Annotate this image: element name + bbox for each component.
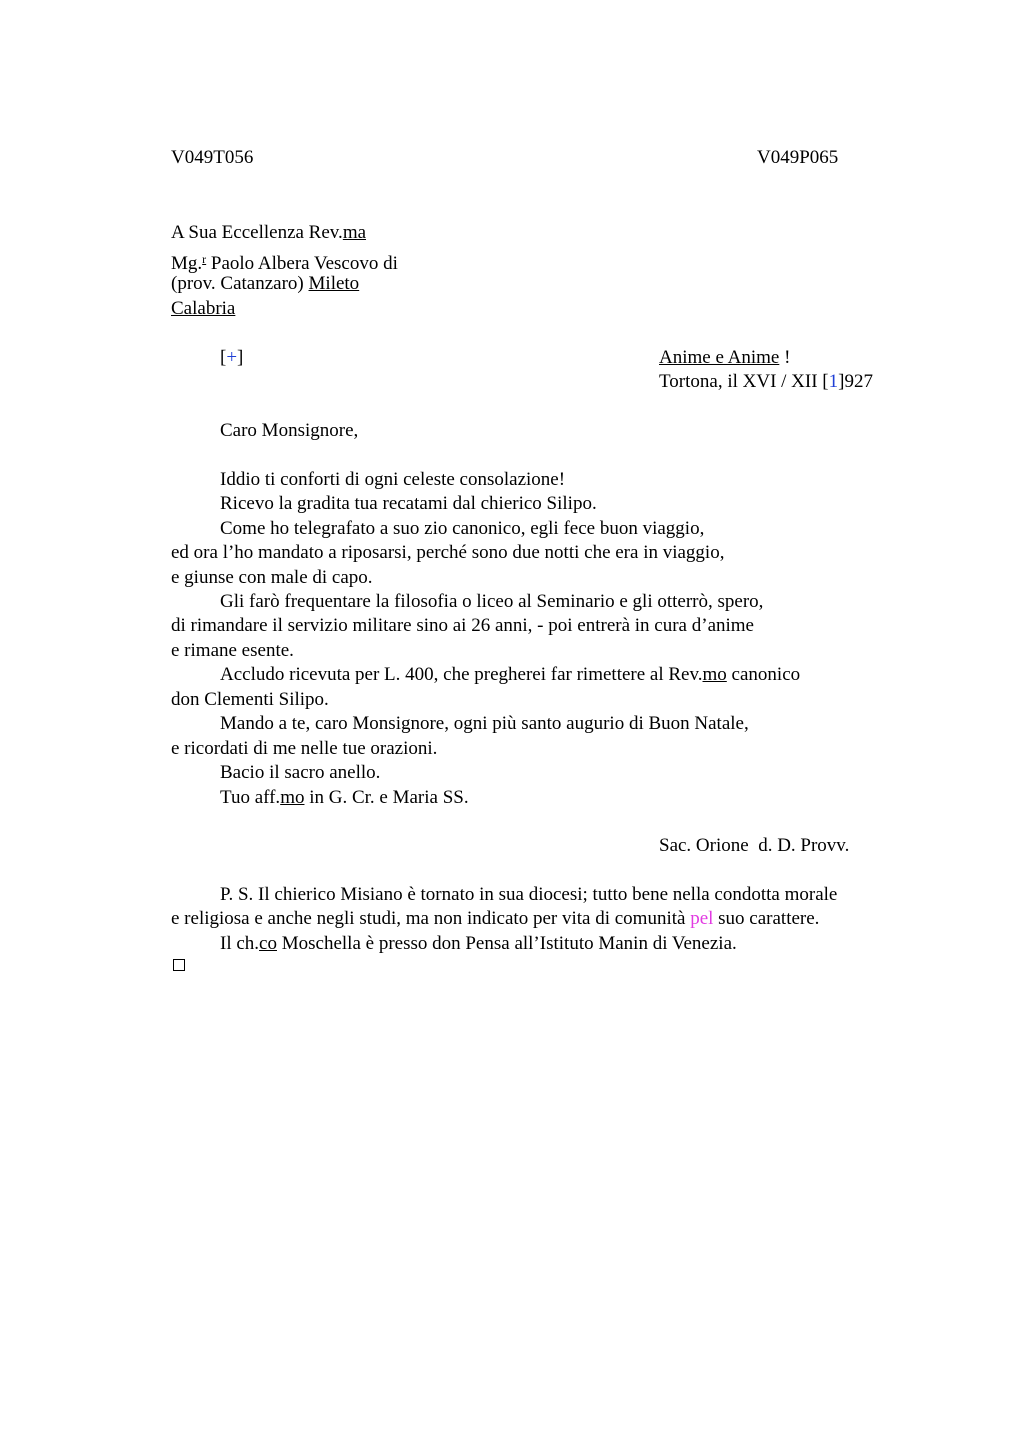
address-line-2-name: Paolo Albera Vescovo di — [206, 253, 398, 274]
address-line-1 — [171, 221, 366, 245]
address-line-3-text: (prov. Catanzaro) — [171, 273, 309, 294]
body-line: don Clementi Silipo. — [171, 689, 329, 710]
document-code-left: V049T056 — [171, 147, 254, 168]
address-line-2-sup: r — [202, 252, 207, 266]
postscript-highlight: pel — [690, 908, 714, 929]
body-line: ed ora l’ho mandato a riposarsi, perché sono due notti che era in viaggio, — [171, 542, 725, 563]
body-line-abbr: mo — [702, 664, 727, 685]
body-line: Bacio il sacro anello. — [220, 762, 381, 783]
body-line: Come ho telegrafato a suo zio canonico, egli fece buon viaggio, — [220, 518, 705, 539]
address-line-1-abbr: ma — [342, 222, 367, 243]
motto — [659, 346, 790, 370]
body-line-text: canonico — [726, 664, 801, 685]
closing-text: in G. Cr. e Maria SS. — [304, 787, 469, 808]
postscript-text: Il ch. — [220, 933, 260, 954]
body-line: Ricevo la gradita tua recatami dal chierico Silipo. — [220, 493, 597, 514]
address-line-3 — [171, 272, 359, 296]
cross-bracket-open: [ — [220, 347, 227, 368]
body-line-text: Accludo ricevuta per L. 400, che pregherei far rimettere al Rev. — [220, 664, 703, 685]
postscript-text: Moschella è presso don Pensa all’Istituto Manin di Venezia. — [276, 933, 737, 954]
body-line: Gli farò frequentare la filosofia o liceo al Seminario e gli otterrò, spero, — [220, 591, 764, 612]
postscript-line — [220, 932, 737, 956]
address-region: Calabria — [171, 298, 236, 319]
salutation: Caro Monsignore, — [220, 420, 359, 441]
address-line-2-text: Mg. — [171, 253, 203, 274]
postscript-text: suo carattere. — [713, 908, 820, 929]
body-line: e ricordati di me nelle tue orazioni. — [171, 738, 438, 759]
body-line: Iddio ti conforti di ogni celeste consolazione! — [220, 469, 566, 490]
cross-mark — [220, 346, 243, 370]
date-text: Tortona, il XVI / XII [ — [659, 371, 829, 392]
document-code-right: V049P065 — [757, 147, 839, 168]
closing-line — [220, 786, 469, 810]
signature: Sac. Orione d. D. Provv. — [659, 835, 850, 856]
body-line: e rimane esente. — [171, 640, 294, 661]
body-line: e giunse con male di capo. — [171, 567, 373, 588]
date-correction: 1 — [828, 371, 839, 392]
cross-bracket-close: ] — [237, 347, 244, 368]
postscript-abbr: co — [259, 933, 277, 954]
postscript-line: P. S. Il chierico Misiano è tornato in sua diocesi; tutto bene nella condotta morale — [220, 884, 838, 905]
closing-abbr: mo — [280, 787, 305, 808]
postscript-text: e religiosa e anche negli studi, ma non indicato per vita di comunità — [171, 908, 691, 929]
address-line-1-text: A Sua Eccellenza Rev. — [171, 222, 343, 243]
cross-icon: + — [226, 347, 238, 368]
end-box-icon — [173, 959, 185, 971]
motto-text: Anime e Anime — [659, 347, 780, 368]
closing-text: Tuo aff. — [220, 787, 281, 808]
motto-exclamation: ! — [779, 347, 791, 368]
body-line: di rimandare il servizio militare sino ai 26 anni, - poi entrerà in cura d’anime — [171, 615, 754, 636]
body-line: Mando a te, caro Monsignore, ogni più santo augurio di Buon Natale, — [220, 713, 749, 734]
postscript-line — [171, 907, 819, 931]
date-line — [659, 370, 873, 394]
body-line — [220, 663, 800, 687]
address-city: Mileto — [308, 273, 360, 294]
date-year: ]927 — [838, 371, 873, 392]
